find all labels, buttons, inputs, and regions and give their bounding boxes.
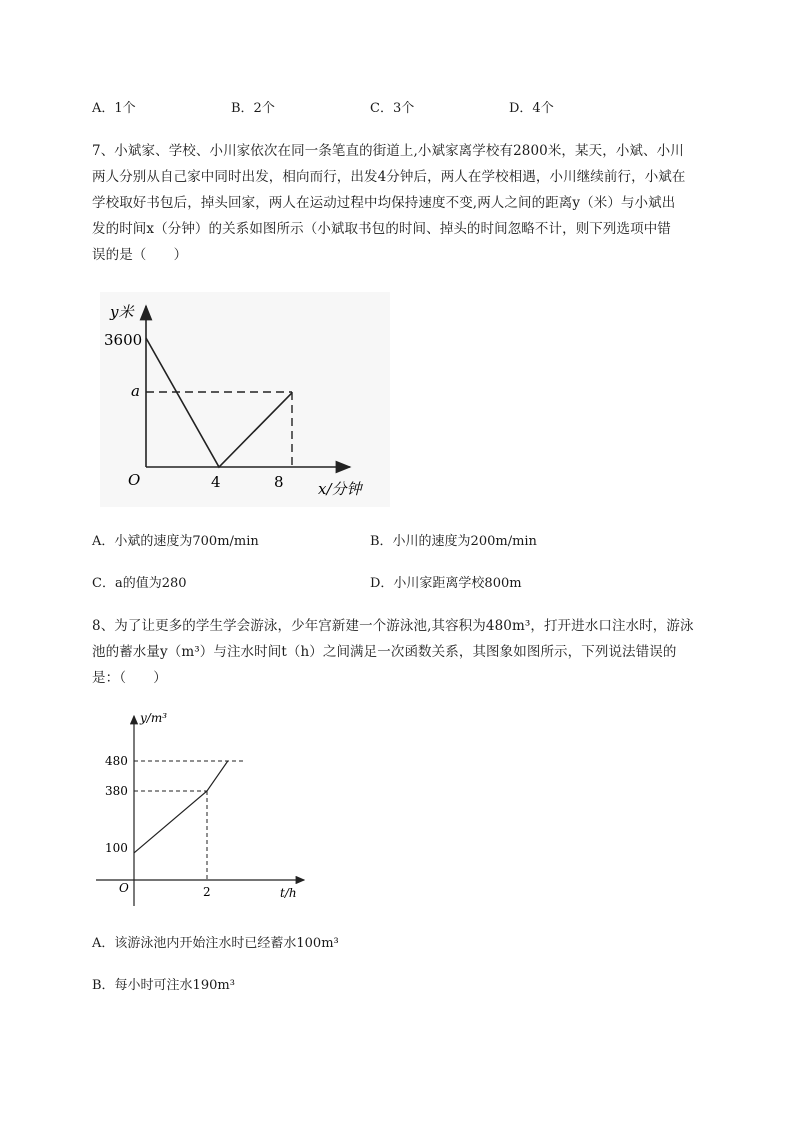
q7-option-a: A．小斌的速度为700m/min — [92, 534, 259, 549]
q7-xlabel: x/分钟 — [318, 480, 362, 498]
q6-option-c: C．3个 — [370, 101, 415, 116]
q8-ytick-380: 380 — [105, 784, 128, 798]
q7-line-1: 7、小斌家、学校、小川家依次在同一条笔直的街道上,小斌家离学校有2800米，某天，小斌、小川 — [92, 143, 684, 159]
q7-option-c: C．a的值为280 — [92, 576, 187, 591]
q8-xlabel: t/h — [280, 886, 297, 900]
q7-series-line — [146, 338, 292, 467]
q8-figure — [94, 706, 324, 912]
q7-chart — [100, 292, 390, 507]
q7-ytick-3600: 3600 — [104, 331, 143, 349]
q8-line-3: 是：（ ） — [92, 670, 167, 686]
q8-stem — [92, 613, 714, 691]
q8-origin: O — [119, 881, 129, 895]
q6-option-d: D．4个 — [509, 101, 554, 116]
q8-line-1: 8、为了让更多的学生学会游泳，少年宫新建一个游泳池,其容积为480m³，打开进水口注水时，游泳 — [92, 618, 694, 634]
q7-line-3: 学校取好书包后，掉头回家，两人在运动过程中均保持速度不变,两人之间的距离y（米）与小斌出 — [92, 195, 676, 211]
q7-line-5: 误的是（ ） — [92, 247, 188, 263]
q7-option-b: B．小川的速度为200m/min — [370, 534, 537, 549]
q8-option-b: B．每小时可注水190m³ — [92, 978, 235, 993]
q7-stem — [92, 138, 714, 268]
q8-chart — [94, 706, 324, 912]
q8-option-a: A．该游泳池内开始注水时已经蓄水100m³ — [92, 936, 339, 951]
q8-ytick-100: 100 — [105, 841, 128, 855]
q8-ylabel: y/m³ — [140, 711, 168, 725]
q7-figure — [100, 292, 390, 507]
q7-xtick-8: 8 — [274, 473, 284, 491]
q7-ylabel: y米 — [110, 303, 134, 321]
q8-ytick-480: 480 — [105, 754, 128, 768]
q7-line-2: 两人分别从自己家中同时出发，相向而行，出发4分钟后，两人在学校相遇，小川继续前行，小斌在 — [92, 169, 686, 185]
q7-xtick-4: 4 — [211, 473, 221, 491]
q6-option-a: A．1个 — [92, 101, 136, 116]
q8-xtick-2: 2 — [203, 885, 211, 899]
q7-ytick-a: a — [131, 382, 140, 400]
q6-option-b: B．2个 — [231, 101, 275, 116]
q8-line-2: 池的蓄水量y（m³）与注水时间t（h）之间满足一次函数关系，其图象如图所示，下列说法错误的 — [92, 644, 677, 660]
q8-series-line — [134, 761, 228, 853]
q7-origin: O — [128, 471, 141, 489]
q7-option-d: D．小川家距离学校800m — [370, 576, 522, 591]
q7-line-4: 发的时间x（分钟）的关系如图所示（小斌取书包的时间、掉头的时间忽略不计，则下列选项中错 — [92, 221, 671, 237]
